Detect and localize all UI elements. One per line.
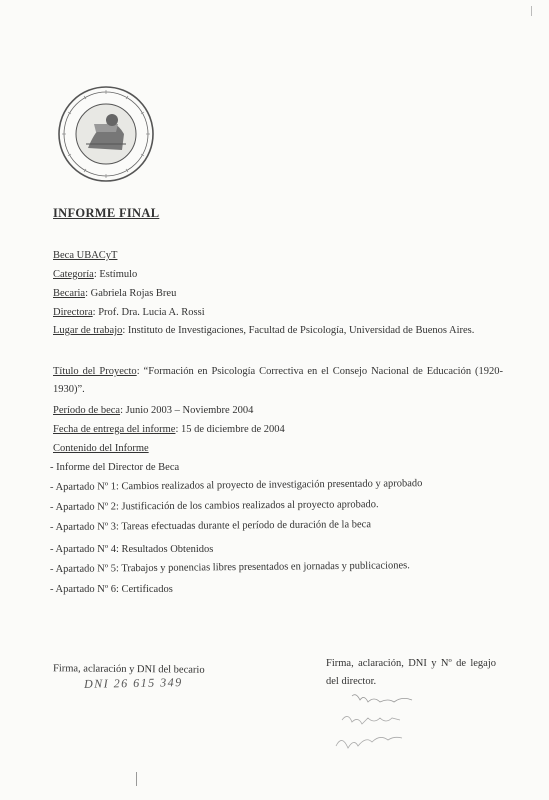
lugar-line xyxy=(53,322,503,340)
periodo-line xyxy=(53,405,253,416)
lugar-label: Lugar de trabajo xyxy=(53,325,123,336)
page-mark xyxy=(136,772,137,786)
becaria-line xyxy=(53,288,176,299)
list-item: - Informe del Director de Beca xyxy=(50,462,180,473)
document-title: INFORME FINAL xyxy=(53,206,160,220)
list-item: - Apartado Nº 1: Cambios realizados al proyecto de investigación presentado y aprobado xyxy=(49,478,423,493)
directora-value: : Prof. Dra. Lucia A. Rossi xyxy=(92,307,205,318)
director-signature-label: Firma, aclaración, DNI y Nº de legajo del director. xyxy=(326,658,496,687)
list-item: - Apartado Nº 2: Justificación de los cambios realizados al proyecto aprobado. xyxy=(49,499,379,513)
titulo-value: : “Formación en Psicología Correctiva en el Consejo Nacional de Educación (1920-1930)”. xyxy=(53,366,503,395)
categoria-line xyxy=(53,269,137,280)
list-item: - Apartado Nº 3: Tareas efectuadas durante el período de duración de la beca xyxy=(49,519,372,533)
titulo-line xyxy=(53,363,503,399)
list-item: - Apartado Nº 4: Resultados Obtenidos xyxy=(50,544,214,555)
beca-line xyxy=(53,250,117,261)
periodo-label: Período de beca xyxy=(53,405,121,416)
contenido-label: Contenido del Informe xyxy=(53,443,149,454)
becario-dni-handwritten: DNI 26 615 349 xyxy=(83,675,183,691)
periodo-value: : Junio 2003 – Noviembre 2004 xyxy=(120,405,254,416)
directora-line xyxy=(53,307,205,318)
corner-mark xyxy=(531,6,532,16)
director-signature-scribble xyxy=(322,690,442,760)
categoria-value: : Estímulo xyxy=(93,269,138,280)
fecha-label: Fecha de entrega del informe xyxy=(53,424,176,435)
contenido-line xyxy=(53,443,149,454)
directora-label: Directora xyxy=(53,307,93,318)
fecha-value: : 15 de diciembre de 2004 xyxy=(175,424,285,435)
becaria-value: : Gabriela Rojas Breu xyxy=(85,288,177,299)
list-item: - Apartado Nº 5: Trabajos y ponencias libres presentados en jornadas y publicaciones. xyxy=(49,560,410,575)
becaria-label: Becaria xyxy=(53,288,86,299)
fecha-line xyxy=(53,424,285,435)
becario-signature-label: Firma, aclaración y DNI del becario xyxy=(52,663,205,676)
list-item: - Apartado Nº 6: Certificados xyxy=(50,584,173,595)
titulo-label: Título del Proyecto xyxy=(53,366,137,377)
lugar-value: : Instituto de Investigaciones, Facultad de Psicología, Universidad de Buenos Aires. xyxy=(122,325,475,336)
categoria-label: Categoría xyxy=(53,269,94,280)
beca-label: Beca UBACyT xyxy=(53,250,118,261)
university-seal-icon xyxy=(56,84,156,184)
